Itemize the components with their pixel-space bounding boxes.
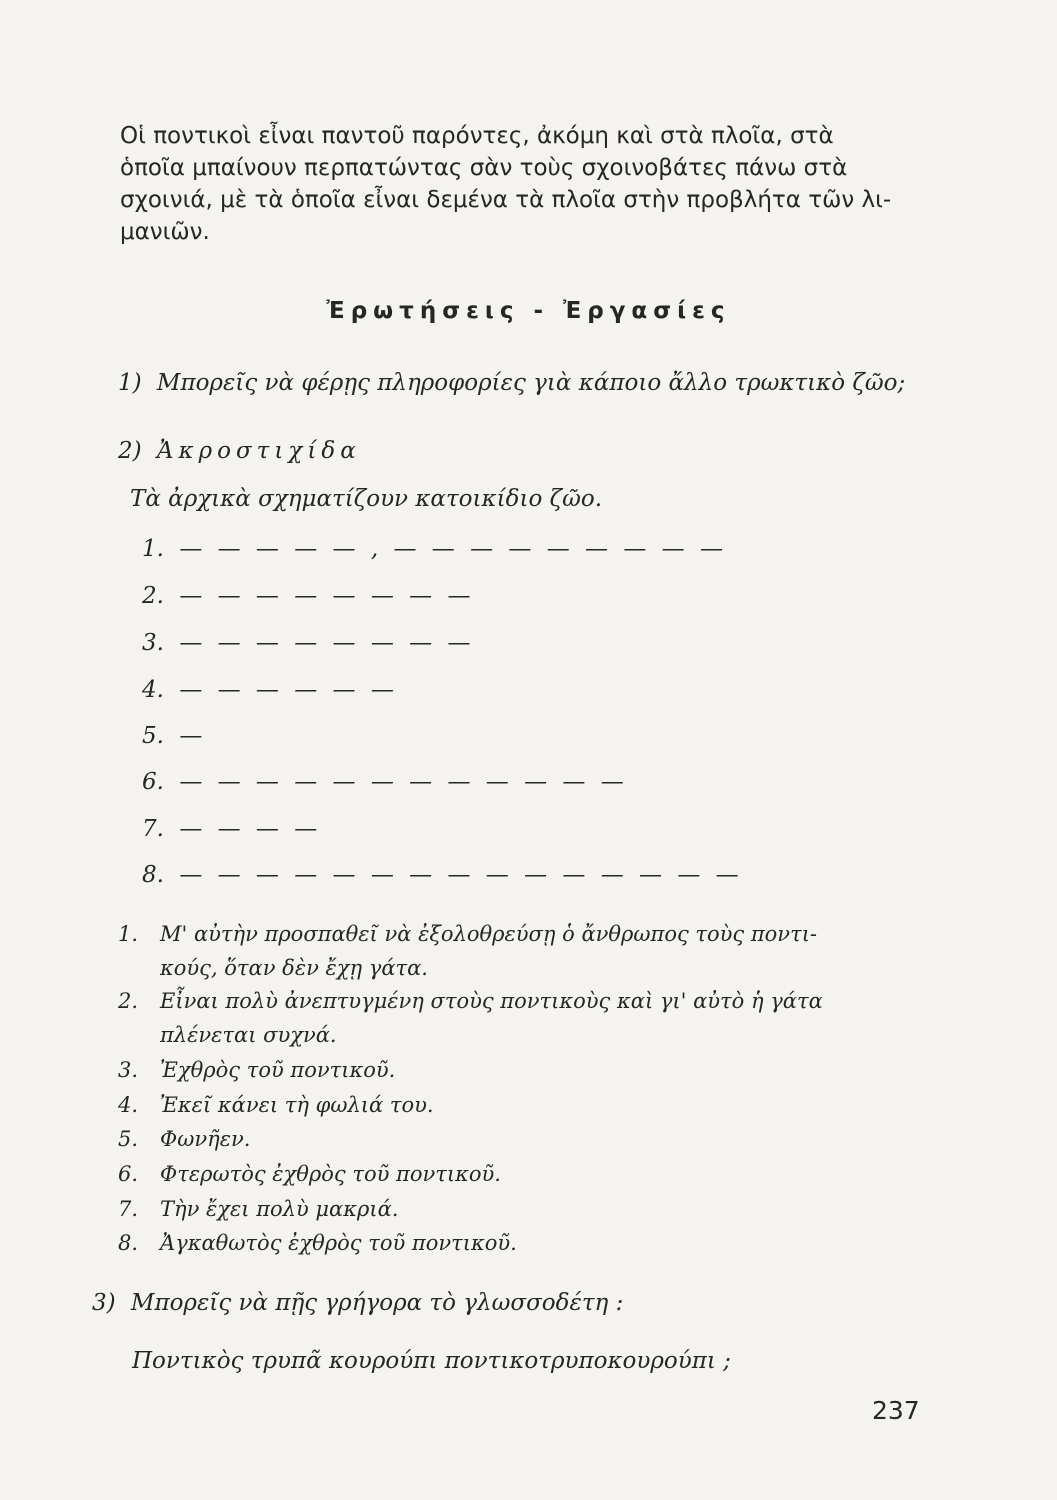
acrostic-instruction: Τὰ ἀρχικὰ σχηματίζουν κατοικίδιο ζῶο. bbox=[130, 486, 603, 512]
question-3-text: Μπορεῖς νὰ πῇς γρήγορα τὸ γλωσσοδέτη : bbox=[130, 1290, 624, 1316]
acrostic-clue bbox=[118, 922, 817, 946]
clue-text: Μ' αὐτὴν προσπαθεῖ νὰ ἐξολοθρεύσῃ ὁ ἄνθρωπος τοὺς ποντι- bbox=[160, 922, 818, 946]
clue-number: 7. bbox=[118, 1197, 139, 1221]
acrostic-blank-row bbox=[142, 677, 398, 703]
clue-number: 6. bbox=[118, 1162, 139, 1186]
blank-dashes: — — — — bbox=[179, 816, 322, 842]
acrostic-clue bbox=[118, 1058, 395, 1082]
blank-dashes: — — — — — — bbox=[179, 677, 398, 703]
question-3 bbox=[92, 1290, 623, 1316]
acrostic-blank-row bbox=[142, 816, 321, 842]
tongue-twister: Ποντικὸς τρυπᾶ κουρούπι ποντικοτρυποκουρούπι ; bbox=[132, 1348, 731, 1374]
acrostic-clue bbox=[118, 1197, 398, 1221]
blank-dashes: — — — — — — — — bbox=[179, 630, 475, 656]
acrostic-blank-row bbox=[142, 862, 743, 888]
intro-line: Οἱ ποντικοὶ εἶναι παντοῦ παρόντες, ἀκόμη καὶ στὰ πλοῖα, στὰ bbox=[120, 123, 834, 149]
clue-number: 3. bbox=[118, 1058, 139, 1082]
clue-text: Φτερωτὸς ἐχθρὸς τοῦ ποντικοῦ. bbox=[160, 1162, 501, 1186]
acrostic-clue bbox=[118, 989, 823, 1013]
blank-number: 2. bbox=[142, 583, 164, 609]
clue-text: Τὴν ἔχει πολὺ μακριά. bbox=[160, 1197, 399, 1221]
acrostic-blank-row bbox=[142, 723, 206, 749]
clue-text: Φωνῆεν. bbox=[160, 1127, 251, 1151]
question-2-title: Ἀκροστιχίδα bbox=[156, 438, 361, 464]
acrostic-blank-row bbox=[142, 769, 628, 795]
blank-dashes: — — — — — , — — — — — — — — — bbox=[179, 536, 727, 562]
question-1 bbox=[118, 370, 905, 396]
clue-number: 5. bbox=[118, 1127, 139, 1151]
intro-line: ὁποῖα μπαίνουν περπατώντας σὰν τοὺς σχοινοβάτες πάνω στὰ bbox=[120, 155, 848, 181]
question-3-number: 3) bbox=[92, 1290, 116, 1316]
acrostic-clue bbox=[118, 1093, 434, 1117]
blank-number: 3. bbox=[142, 630, 164, 656]
blank-number: 4. bbox=[142, 677, 164, 703]
blank-number: 6. bbox=[142, 769, 164, 795]
clue-text: Εἶναι πολὺ ἀνεπτυγμένη στοὺς ποντικοὺς καὶ γι' αὐτὸ ἡ γάτα bbox=[160, 989, 823, 1013]
blank-number: 8. bbox=[142, 862, 164, 888]
blank-dashes: — bbox=[179, 723, 207, 749]
question-2-number: 2) bbox=[118, 438, 142, 464]
clue-continuation: πλένεται συχνά. bbox=[160, 1023, 337, 1047]
section-heading: Ἐρωτήσεις - Ἐργασίες bbox=[326, 298, 731, 324]
clue-number: 4. bbox=[118, 1093, 139, 1117]
page-number: 237 bbox=[872, 1396, 920, 1425]
acrostic-blank-row bbox=[142, 583, 475, 609]
question-2 bbox=[118, 438, 361, 464]
blank-dashes: — — — — — — — — — — — — bbox=[179, 769, 628, 795]
blank-number: 7. bbox=[142, 816, 164, 842]
acrostic-blank-row bbox=[142, 630, 475, 656]
clue-text: Ἐχθρὸς τοῦ ποντικοῦ. bbox=[160, 1058, 396, 1082]
intro-line: μανιῶν. bbox=[120, 219, 210, 245]
clue-number: 1. bbox=[118, 922, 139, 946]
clue-number: 8. bbox=[118, 1231, 139, 1255]
clue-text: Ἀγκαθωτὸς ἐχθρὸς τοῦ ποντικοῦ. bbox=[160, 1231, 517, 1255]
clue-continuation: κούς, ὅταν δὲν ἔχῃ γάτα. bbox=[160, 956, 428, 980]
acrostic-clue bbox=[118, 1231, 517, 1255]
acrostic-clue bbox=[118, 1127, 250, 1151]
acrostic-clue bbox=[118, 1162, 501, 1186]
clue-text: Ἐκεῖ κάνει τὴ φωλιά του. bbox=[160, 1093, 434, 1117]
intro-line: σχοινιά, μὲ τὰ ὁποῖα εἶναι δεμένα τὰ πλοῖα στὴν προβλήτα τῶν λι- bbox=[120, 187, 892, 213]
blank-number: 1. bbox=[142, 536, 164, 562]
blank-number: 5. bbox=[142, 723, 164, 749]
blank-dashes: — — — — — — — — — — — — — — — bbox=[179, 862, 743, 888]
clue-number: 2. bbox=[118, 989, 139, 1013]
blank-dashes: — — — — — — — — bbox=[179, 583, 475, 609]
acrostic-blank-row bbox=[142, 536, 727, 562]
question-1-number: 1) bbox=[118, 370, 142, 396]
intro-paragraph bbox=[120, 120, 910, 248]
question-1-text: Μπορεῖς νὰ φέρῃς πληροφορίες γιὰ κάποιο ἄλλο τρωκτικὸ ζῶο; bbox=[156, 370, 906, 396]
